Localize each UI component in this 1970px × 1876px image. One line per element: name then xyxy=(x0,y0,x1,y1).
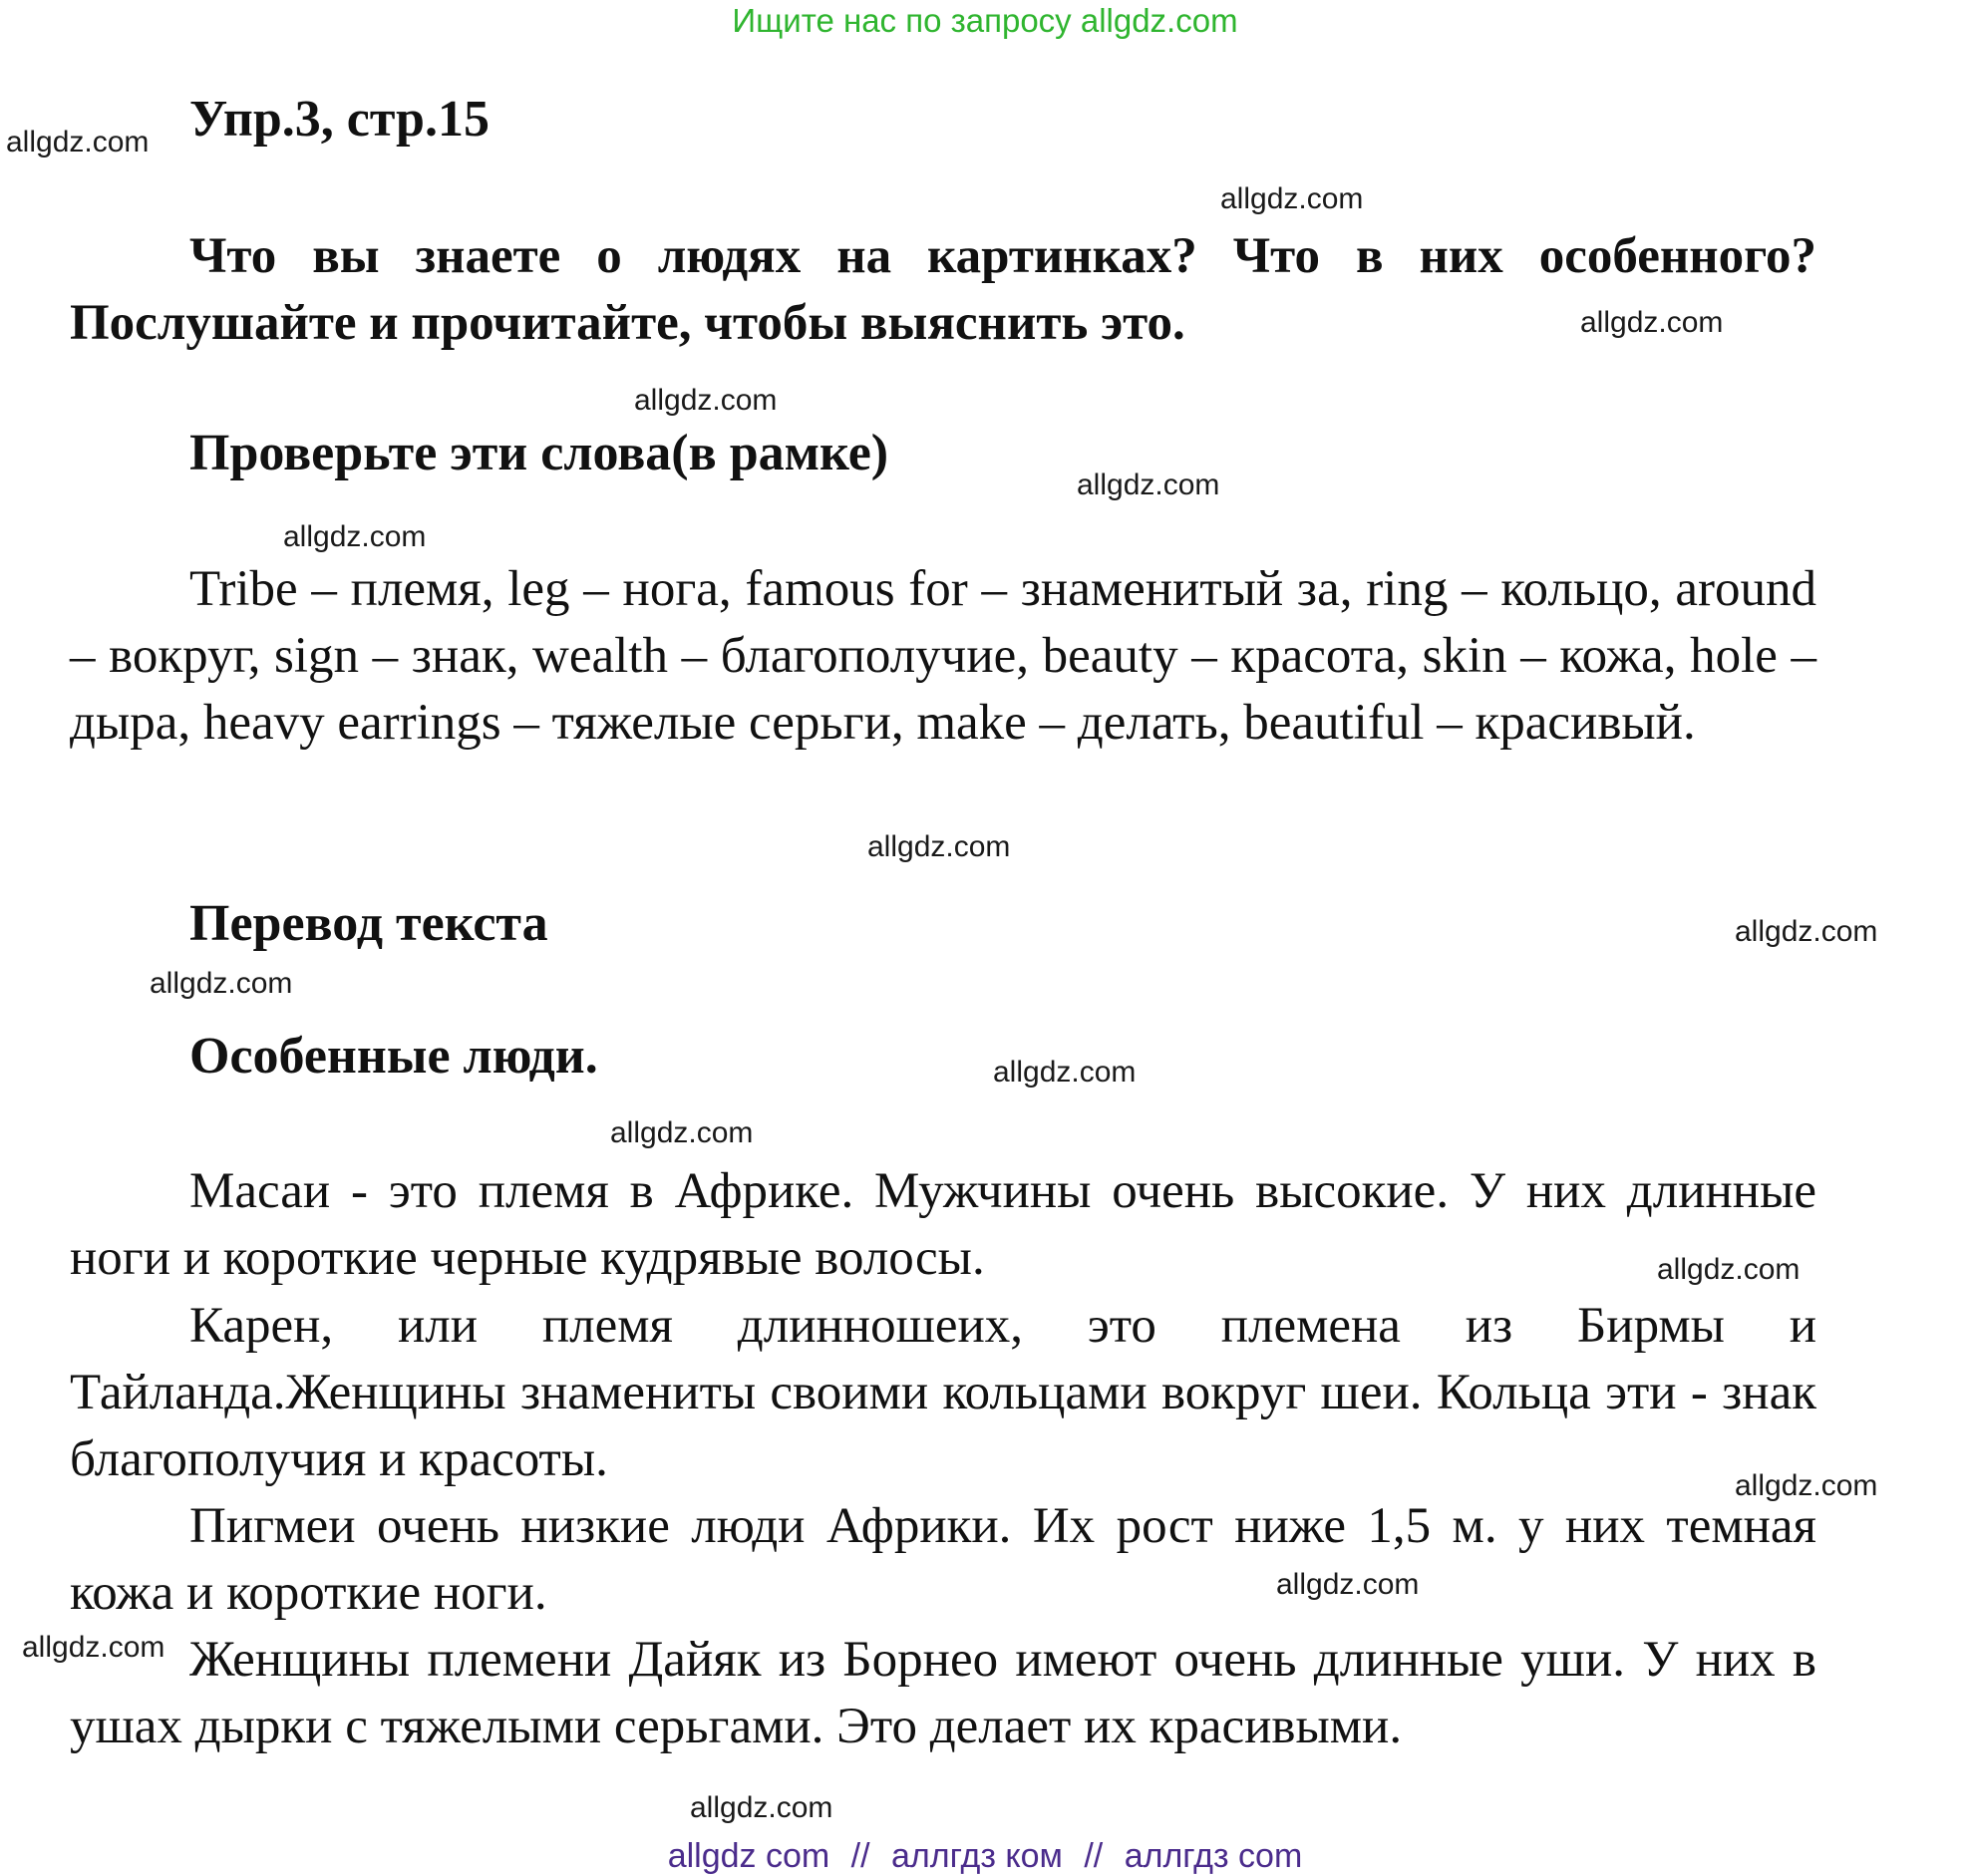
watermark: allgdz.com xyxy=(1276,1568,1420,1601)
story-title: Особенные люди. xyxy=(189,1028,598,1085)
watermark: allgdz.com xyxy=(22,1631,165,1664)
footer-separator: // xyxy=(850,1837,870,1875)
watermark: allgdz.com xyxy=(634,384,778,417)
vocab-heading: Проверьте эти слова(в рамке) xyxy=(189,425,889,481)
task-instructions: Что вы знаете о людях на картинках? Что в них особенного? Послушайте и прочитайте, чтобы выяснить это. xyxy=(70,228,1816,351)
top-banner[interactable]: Ищите нас по запросу allgdz.com xyxy=(732,2,1238,39)
watermark: allgdz.com xyxy=(690,1791,833,1824)
watermark: allgdz.com xyxy=(1580,306,1724,339)
watermark: allgdz.com xyxy=(150,967,293,1000)
watermark: allgdz.com xyxy=(6,126,150,158)
watermark: allgdz.com xyxy=(610,1116,754,1149)
watermark: allgdz.com xyxy=(283,520,427,553)
exercise-title: Упр.3, стр.15 xyxy=(189,91,490,148)
watermark: allgdz.com xyxy=(1220,182,1364,215)
footer-link-allgdz-cyrillic[interactable]: аллгдз ком xyxy=(891,1837,1063,1875)
watermark: allgdz.com xyxy=(1657,1253,1801,1286)
paragraph-karen: Карен, или племя длинношеих, это племена из Бирмы и Тайланда.Женщины знамениты своими кольцами вокруг шеи. Кольца эти - знак благополучия и красоты. xyxy=(70,1298,1816,1487)
watermark: allgdz.com xyxy=(1735,915,1878,948)
paragraph-masai: Масаи - это племя в Африке. Мужчины очень высокие. У них длинные ноги и короткие черные кудрявые волосы. xyxy=(70,1163,1816,1286)
footer-separator: // xyxy=(1084,1837,1104,1875)
vocab-list: Tribe – племя, leg – нога, famous for – знаменитый за, ring – кольцо, around – вокруг, sign – знак, wealth – благополучие, beauty – красота, skin – кожа, hole – дыра, heavy earrings – тяжелые серьги, make – делать, beautiful – красивый. xyxy=(70,561,1816,751)
paragraph-dayak: Женщины племени Дайяк из Борнео имеют очень длинные уши. У них в ушах дырки с тяжелыми серьгами. Это делает их красивыми. xyxy=(70,1632,1816,1754)
watermark: allgdz.com xyxy=(993,1056,1137,1089)
watermark: allgdz.com xyxy=(1077,469,1220,501)
watermark: allgdz.com xyxy=(867,830,1011,863)
footer-link-allgdz-mixed[interactable]: аллгдз com xyxy=(1124,1837,1303,1875)
watermark: allgdz.com xyxy=(1735,1469,1878,1502)
translation-heading: Перевод текста xyxy=(189,895,548,952)
paragraph-pygmies: Пигмеи очень низкие люди Африки. Их рост ниже 1,5 м. у них темная кожа и короткие ноги. xyxy=(70,1498,1816,1621)
footer-links xyxy=(0,1836,1970,1876)
footer-link-allgdz[interactable]: allgdz com xyxy=(667,1837,830,1875)
